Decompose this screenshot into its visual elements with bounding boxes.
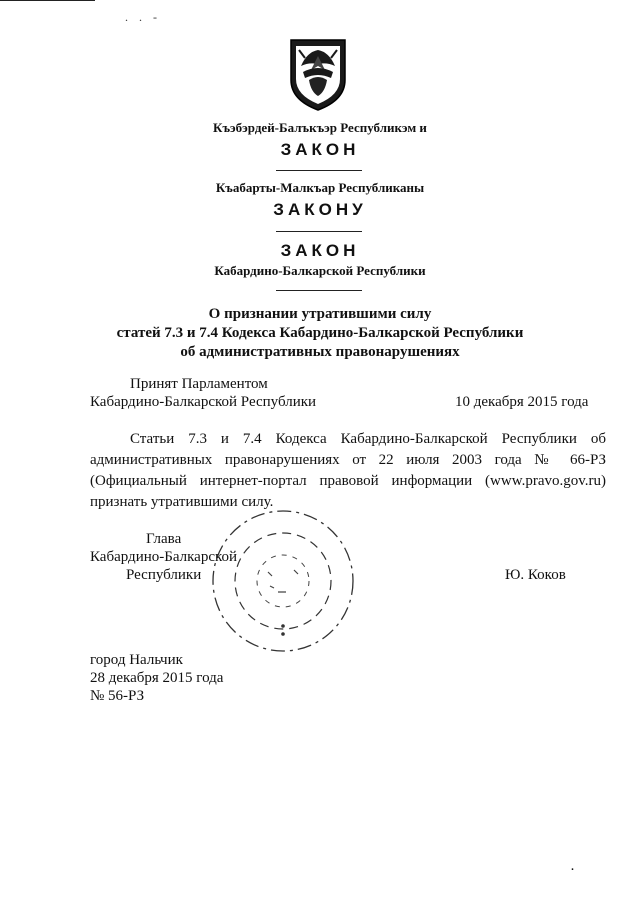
header-kabardian-law: ЗАКОН — [280, 140, 360, 159]
signature-position-line-2: Кабардино-Балкарской — [90, 549, 238, 565]
document-title-line-2: статей 7.3 и 7.4 Кодекса Кабардино-Балкарской Республики — [116, 325, 524, 341]
signature-position-line-3: Республики — [126, 567, 202, 583]
document-title-line-1: О признании утратившими силу — [208, 306, 432, 322]
official-seal-stamp — [208, 506, 358, 656]
bottom-mark: · — [570, 862, 575, 878]
coat-of-arms-emblem — [287, 36, 349, 112]
header-russian-republic: Кабардино-Балкарской Республики — [214, 263, 426, 278]
header-balkar-law: ЗАКОНУ — [273, 200, 367, 219]
header-divider-1 — [276, 170, 362, 171]
header-russian-law: ЗАКОН — [280, 241, 360, 260]
footer-date: 28 декабря 2015 года — [90, 670, 224, 686]
signatory-name: Ю. Коков — [505, 567, 566, 583]
adoption-line-2: Кабардино-Балкарской Республики — [90, 394, 317, 410]
header-divider-3 — [276, 290, 362, 291]
header-divider-2 — [276, 231, 362, 232]
corner-marks: . . - — [125, 10, 161, 24]
signature-position-line-1: Глава — [146, 531, 182, 547]
adoption-line-1: Принят Парламентом — [130, 376, 268, 392]
footer-law-number: № 56-РЗ — [90, 688, 145, 704]
law-body-paragraph: Статьи 7.3 и 7.4 Кодекса Кабардино-Балкарской Республики об административных правонарушениях от 22 июля 2003 года № 66-РЗ (Официальный интернет-портал правовой информации (www.pravo.gov.ru) признать утратившими силу. — [90, 431, 606, 510]
footer-city: город Нальчик — [90, 652, 183, 668]
top-edge-line — [0, 0, 95, 1]
document-title-line-3: об административных правонарушениях — [180, 344, 460, 360]
header-kabardian-republic: Къэбэрдей-Балъкъэр Республикэм и — [213, 120, 427, 135]
adoption-date: 10 декабря 2015 года — [455, 394, 589, 410]
header-balkar-republic: Къабарты-Малкъар Республиканы — [215, 180, 425, 195]
